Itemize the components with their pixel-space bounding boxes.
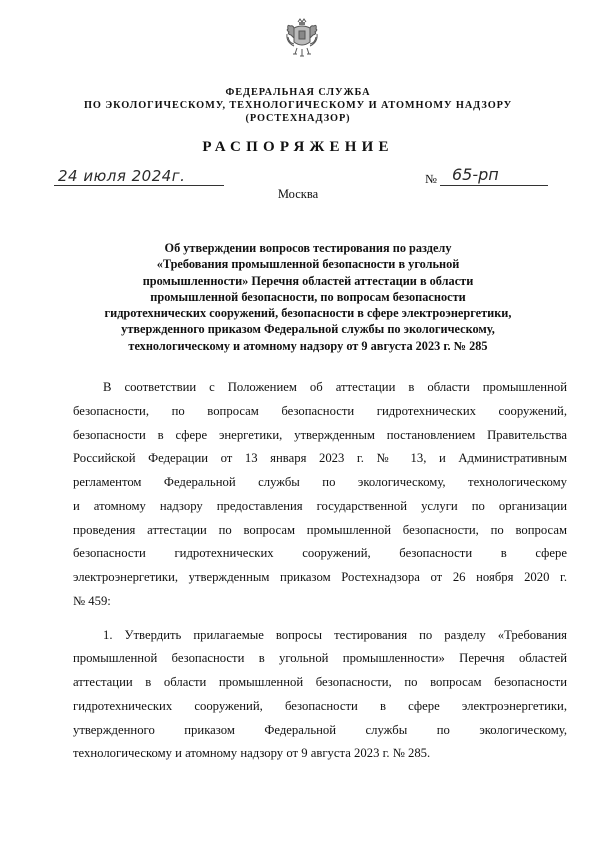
city: Москва [277, 187, 319, 201]
handwritten-number: 65-рп [452, 165, 499, 184]
document-heading [60, 240, 556, 354]
text-line: В соответствии с Положением об аттестации в области промышленной [103, 380, 567, 394]
heading-line: гидротехнических сооружений, безопасности в сфере электроэнергетики, [104, 306, 512, 321]
text-line: безопасности, по вопросам безопасности гидротехнических сооружений, [73, 403, 567, 418]
text-line: электроэнергетики, утвержденным приказом Ростехнадзора от 26 ноября 2020 г. [73, 570, 567, 584]
text-line: и атомному надзору предоставления государственной услуги по организации [73, 498, 567, 513]
heading-line: «Требования промышленной безопасности в угольной [156, 257, 460, 272]
text-line: проведения аттестации по вопросам промышленной безопасности, по вопросам [73, 522, 567, 537]
text-line: промышленной безопасности в угольной промышленности» Перечня областей [73, 651, 567, 666]
heading-line: технологическому и атомному надзору от 9 августа 2023 г. № 285 [128, 338, 488, 353]
number-sign: № [425, 172, 437, 186]
agency-name-line-1: ФЕДЕРАЛЬНАЯ СЛУЖБА [225, 87, 371, 98]
clause-1-paragraph [73, 624, 567, 767]
text-line: Российской Федерации от 13 января 2023 г. № 13, и Административным [73, 451, 567, 466]
agency-abbreviation: (РОСТЕХНАДЗОР) [245, 113, 351, 124]
text-line: гидротехнических сооружений, безопасности в сфере электроэнергетики, [73, 698, 567, 713]
text-line: безопасности гидротехнических сооружений, безопасности в сфере [73, 546, 567, 561]
preamble-paragraph [73, 376, 567, 614]
text-line: регламентом Федеральной службы по экологическому, технологическому [73, 475, 567, 489]
text-line: безопасности в сфере энергетики, утвержденным постановлением Правительства [73, 427, 567, 442]
text-line: аттестации в области промышленной безопасности, по вопросам безопасности [73, 675, 567, 689]
number-underline [440, 185, 548, 186]
heading-line: промышленной безопасности, по вопросам безопасности [150, 289, 466, 304]
coat-of-arms-icon [284, 16, 320, 60]
handwritten-date: 24 июля 2024г. [58, 167, 186, 185]
document-type: РАСПОРЯЖЕНИЕ [202, 139, 394, 155]
date-underline [54, 185, 224, 186]
text-line: 1. Утвердить прилагаемые вопросы тестирования по разделу «Требования [103, 627, 567, 642]
text-line: № 459: [73, 593, 111, 608]
heading-line: Об утверждении вопросов тестирования по разделу [164, 241, 452, 255]
heading-line: утвержденного приказом Федеральной службы по экологическому, [121, 322, 495, 337]
document-body [73, 376, 567, 766]
paragraph-gap [73, 614, 567, 624]
text-line: утвержденного приказом Федеральной службы по экологическому, [73, 722, 567, 737]
agency-name-line-2: ПО ЭКОЛОГИЧЕСКОМУ, ТЕХНОЛОГИЧЕСКОМУ И АТОМНОМУ НАДЗОРУ [83, 100, 513, 111]
heading-line: промышленности» Перечня областей аттестации в области [142, 273, 474, 288]
text-line: технологическому и атомному надзору от 9 августа 2023 г. № 285. [73, 746, 431, 761]
